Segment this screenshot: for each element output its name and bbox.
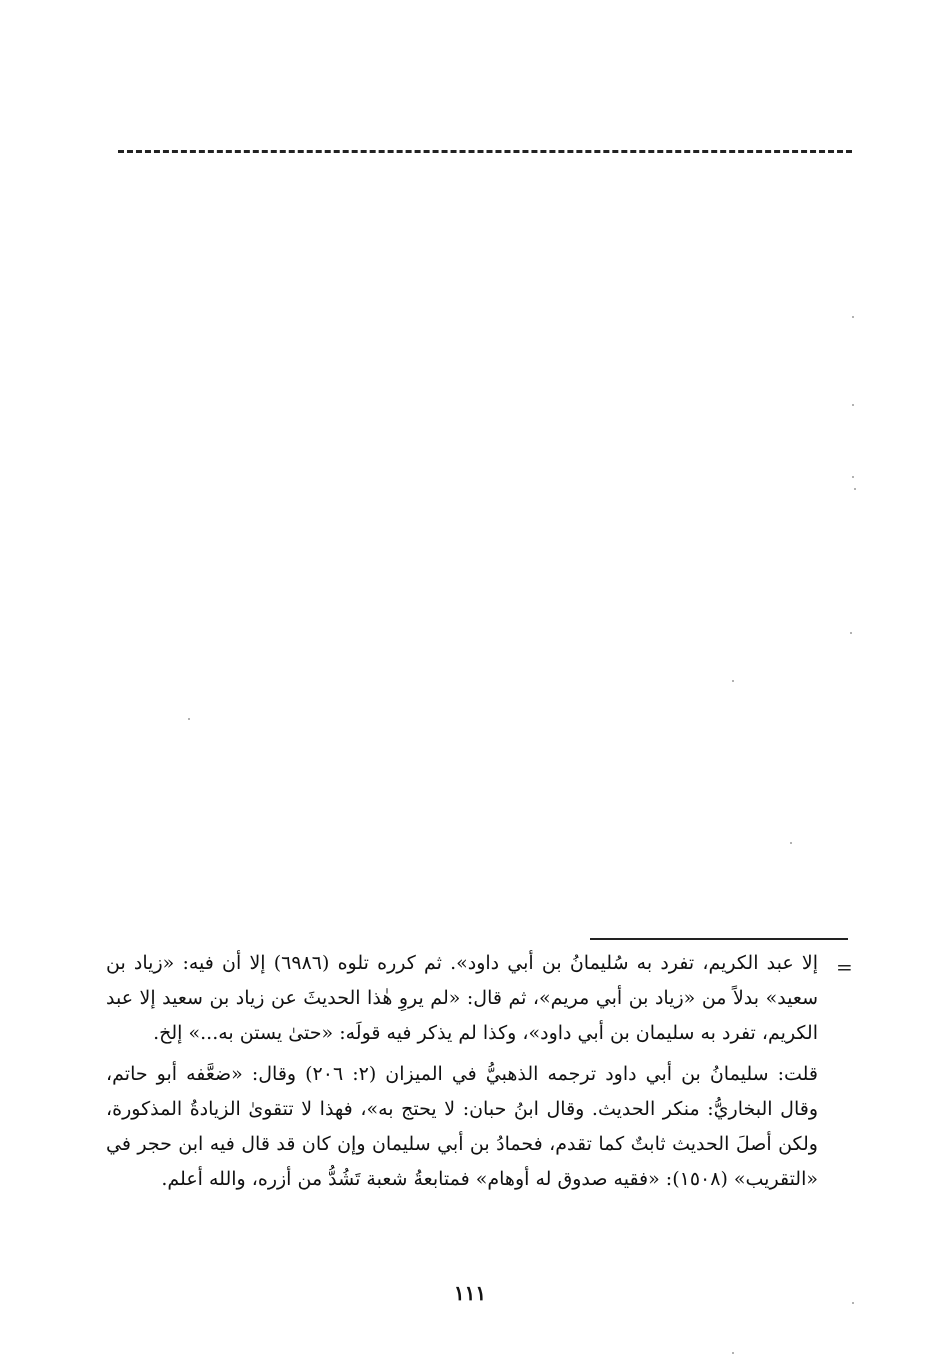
continuation-mark: = xyxy=(836,955,853,979)
scan-speck xyxy=(732,680,734,682)
scan-speck xyxy=(852,1302,854,1304)
scan-speck xyxy=(732,1352,734,1354)
scan-speck xyxy=(188,718,190,720)
scan-speck xyxy=(852,476,854,478)
scan-speck xyxy=(852,316,854,318)
footnote-paragraph: إلا عبد الكريم، تفرد به سُليمانُ بن أبي داود». ثم كرره تلوه (٦٩٨٦) إلا أن فيه: «زياد بن سعيد» بدلاً من «زياد بن أبي مريم»، ثم قال: «لم يروِ هٰذا الحديثَ عن زياد بن سعيد إلا عبد الكريم، تفرد به سليمان بن أبي داود»، وكذا لم يذكر فيه قولَه: «حتىٰ يستن به...» إلخ. xyxy=(106,952,818,1044)
page-number: ١١١ xyxy=(453,1281,487,1305)
footnote-paragraph: قلت: سليمانُ بن أبي داود ترجمه الذهبيُّ في الميزان (٢: ٢٠٦) وقال: «ضعَّفه أبو حاتم، وقال البخاريُّ: منكر الحديث. وقال ابنُ حبان: لا يحتج به»، فهذا لا تتقوىٰ الزيادةُ المذكورة، ولكن أصلَ الحديث ثابتٌ كما تقدم، فحمادُ بن أبي سليمان وإن كان قد قال فيه ابن حجر في «التقريب» (١٥٠٨): «فقيه صدوق له أوهام» فمتابعةُ شعبة تَشُدُّ من أزره، والله أعلم. xyxy=(106,1063,819,1190)
dashed-separator xyxy=(118,150,852,153)
footnote-rule xyxy=(590,938,848,940)
footnote-block xyxy=(106,946,818,1197)
scan-speck xyxy=(850,632,852,634)
scan-speck xyxy=(790,842,792,844)
scan-speck xyxy=(854,488,856,490)
scan-speck xyxy=(852,404,854,406)
